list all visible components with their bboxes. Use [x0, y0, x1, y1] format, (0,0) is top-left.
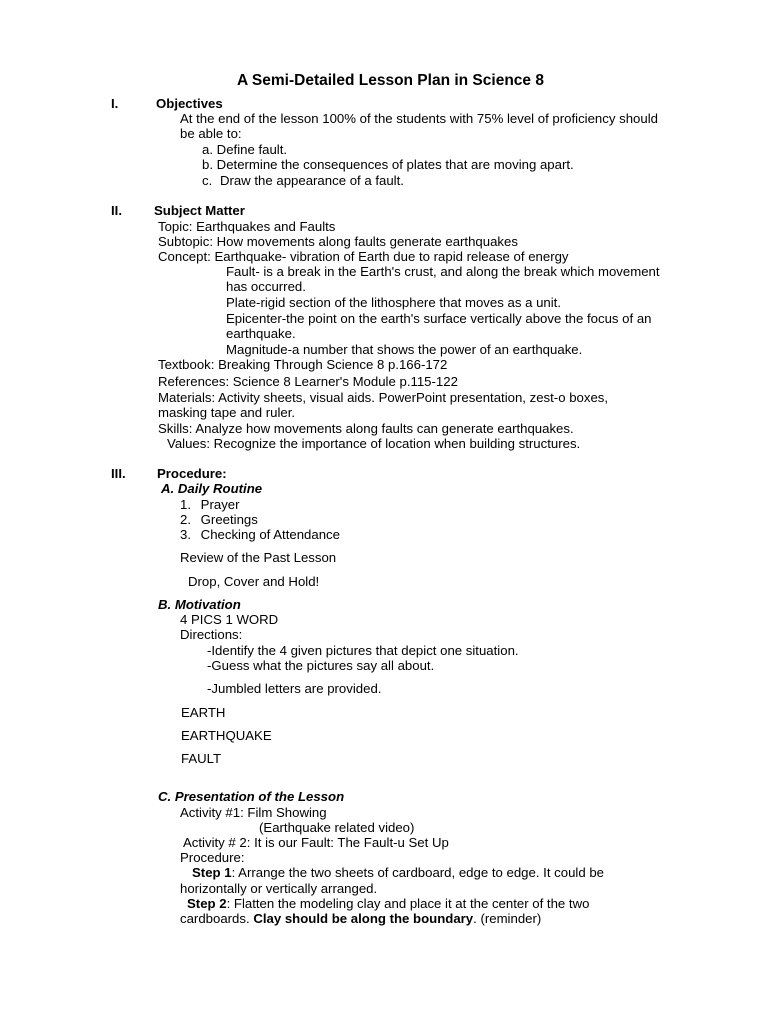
step2-line1: [187, 896, 589, 911]
objective-marker: c.: [202, 173, 213, 188]
routine-text: Prayer: [200, 497, 240, 512]
direction-item: -Identify the 4 given pictures that depict one situation.: [207, 643, 519, 658]
concept-line: Concept: Earthquake- vibration of Earth due to rapid release of energy: [158, 249, 569, 264]
section-heading-procedure: Procedure:: [157, 466, 227, 481]
objective-text: Draw the appearance of a fault.: [219, 173, 404, 188]
direction-item: -Guess what the pictures say all about.: [207, 658, 435, 673]
topic-line: Topic: Earthquakes and Faults: [158, 219, 336, 234]
routine-text: Greetings: [200, 512, 258, 527]
section-numeral-objectives: I.: [111, 96, 119, 111]
fault-definition-line2: has occurred.: [226, 279, 306, 294]
step1-line1: [192, 865, 604, 880]
activity1-line: Activity #1: Film Showing: [180, 805, 327, 820]
drop-cover-hold-line: Drop, Cover and Hold!: [188, 574, 320, 589]
subtopic-line: Subtopic: How movements along faults generate earthquakes: [158, 234, 518, 249]
section-numeral-subject-matter: II.: [111, 203, 122, 218]
objective-text: Define fault.: [216, 142, 288, 157]
routine-item: [180, 497, 240, 512]
routine-item: [180, 512, 258, 527]
procedure-label: Procedure:: [180, 850, 245, 865]
routine-marker: 3.: [180, 527, 191, 542]
motivation-heading: B. Motivation: [158, 597, 241, 612]
section-heading-subject-matter: Subject Matter: [154, 203, 245, 218]
answer-word: EARTHQUAKE: [181, 728, 272, 743]
step2-text: : Flatten the modeling clay and place it at the center of the two: [226, 896, 590, 911]
answer-word: EARTH: [181, 705, 226, 720]
objective-marker: a.: [202, 142, 213, 157]
directions-label: Directions:: [180, 627, 243, 642]
skills-line: Skills: Analyze how movements along faults can generate earthquakes.: [158, 421, 574, 436]
section-heading-objectives: Objectives: [156, 96, 223, 111]
epicenter-definition-line2: earthquake.: [226, 326, 296, 341]
review-line: Review of the Past Lesson: [180, 550, 337, 565]
objective-marker: b.: [202, 157, 213, 172]
routine-marker: 1.: [180, 497, 191, 512]
step2-reminder-bold: Clay should be along the boundary: [253, 911, 474, 926]
direction-item: -Jumbled letters are provided.: [207, 681, 382, 696]
step2-line2-end: . (reminder): [473, 911, 542, 926]
materials-line2: masking tape and ruler.: [158, 405, 296, 420]
values-line: Values: Recognize the importance of location when building structures.: [167, 436, 581, 451]
activity1-note: (Earthquake related video): [259, 820, 415, 835]
answer-word: FAULT: [181, 751, 222, 766]
step2-line2: [180, 911, 541, 926]
objective-item: [202, 157, 574, 172]
section-numeral-procedure: III.: [111, 466, 126, 481]
step1-text: : Arrange the two sheets of cardboard, edge to edge. It could be: [231, 865, 605, 880]
step2-label: Step 2: [187, 896, 227, 911]
magnitude-definition: Magnitude-a number that shows the power of an earthquake.: [226, 342, 583, 357]
presentation-heading: C. Presentation of the Lesson: [158, 789, 345, 804]
daily-routine-heading: A. Daily Routine: [161, 481, 263, 496]
step1-line2: horizontally or vertically arranged.: [180, 881, 378, 896]
objectives-intro-line1: At the end of the lesson 100% of the students with 75% level of proficiency should: [180, 111, 658, 126]
activity2-line: Activity # 2: It is our Fault: The Fault-u Set Up: [183, 835, 449, 850]
plate-definition: Plate-rigid section of the lithosphere that moves as a unit.: [226, 295, 561, 310]
objectives-intro-line2: be able to:: [180, 126, 242, 141]
game-title: 4 PICS 1 WORD: [180, 612, 279, 627]
objective-text: Determine the consequences of plates that are moving apart.: [216, 157, 574, 172]
objective-item: [202, 142, 287, 157]
page-title: A Semi-Detailed Lesson Plan in Science 8: [237, 72, 544, 89]
step1-label: Step 1: [192, 865, 232, 880]
materials-line1: Materials: Activity sheets, visual aids. PowerPoint presentation, zest-o boxes,: [158, 390, 609, 405]
references-line: References: Science 8 Learner's Module p.115-122: [158, 374, 458, 389]
fault-definition-line1: Fault- is a break in the Earth's crust, and along the break which movement: [226, 264, 660, 279]
epicenter-definition-line1: Epicenter-the point on the earth's surface vertically above the focus of an: [226, 311, 652, 326]
routine-item: [180, 527, 340, 542]
routine-marker: 2.: [180, 512, 191, 527]
textbook-line: Textbook: Breaking Through Science 8 p.166-172: [158, 357, 448, 372]
step2-line2-start: cardboards.: [180, 911, 254, 926]
routine-text: Checking of Attendance: [200, 527, 340, 542]
objective-item: [202, 173, 404, 188]
